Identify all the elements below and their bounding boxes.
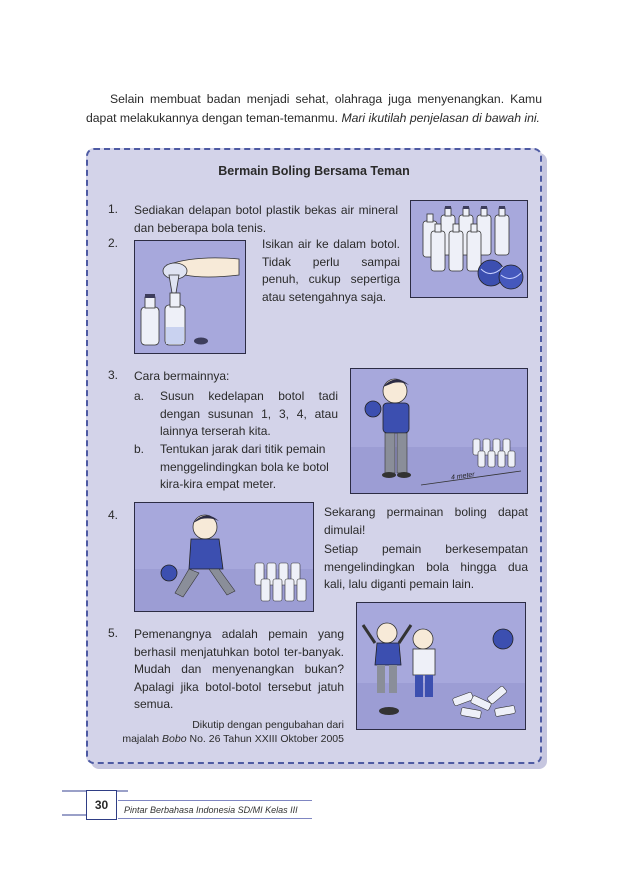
step-4-text (324, 504, 528, 594)
bottles-and-balls-illustration (410, 200, 528, 298)
step-1-number: 1. (108, 202, 119, 216)
step-4-number: 4. (108, 508, 119, 522)
source-citation (108, 718, 344, 746)
step-5-number: 5. (108, 626, 119, 640)
footer-book-title-bar (118, 800, 312, 819)
step-2-number: 2. (108, 236, 119, 250)
celebrating-children-illustration (356, 602, 526, 730)
intro-italic-text: Mari ikutilah penjelasan di bawah ini. (341, 111, 540, 125)
step-3a-text: Susun kedelapan botol tadi dengan susunan 1, 3, 4, atau lainnya terserah kita. (160, 389, 338, 438)
step-3-text: Cara bermainnya: (134, 369, 230, 383)
footer-divider-left (62, 814, 86, 816)
boy-holding-ball-illustration (350, 368, 528, 494)
step-3b-text: Tentukan jarak dari titik pemain menggelindingkan bola ke botol kira-kira empat meter. (160, 442, 329, 491)
step-4-text-line-2: Setiap pemain berkesempatan mengelindingkan bola hingga dua kali, lalu diganti pemain lain. (324, 542, 528, 591)
source-magazine-title: Bobo (162, 733, 187, 745)
intro-paragraph (86, 90, 542, 128)
source-line-1: Dikutip dengan pengubahan dari (192, 719, 344, 731)
content-box (86, 148, 542, 764)
step-5-text: Pemenangnya adalah pemain yang berhasil menjatuhkan botol ter-banyak. Mudah dan menyenangkan bukan? Apalagi jika botol-botol tersebut jatuh semua. (134, 627, 344, 711)
boy-rolling-ball-illustration (134, 502, 314, 612)
step-4-text-line-1: Sekarang permainan boling dapat dimulai! (324, 505, 528, 537)
source-line-2: majalah Bobo No. 26 Tahun XXIII Oktober 2005 (122, 733, 344, 745)
step-3a-label: a. (134, 389, 145, 403)
step-1-text: Sediakan delapan botol plastik bekas air mineral dan beberapa bola tenis. (134, 203, 398, 235)
pouring-water-illustration (134, 240, 246, 354)
step-2-text: Isikan air ke dalam botol. Tidak perlu sampai penuh, cukup sepertiga atau setengahnya saja. (262, 237, 400, 304)
distance-label: 4 meter (450, 471, 476, 482)
footer-book-title: Pintar Berbahasa Indonesia SD/MI Kelas III (124, 804, 298, 815)
step-3-number: 3. (108, 368, 119, 382)
box-title: Bermain Boling Bersama Teman (218, 164, 410, 178)
page-number: 30 (86, 790, 117, 820)
intro-text: Selain membuat badan menjadi sehat, olahraga juga menyenangkan. Kamu dapat melakukannya dengan teman-temanmu. (86, 92, 542, 125)
step-3b-label: b. (134, 442, 145, 456)
